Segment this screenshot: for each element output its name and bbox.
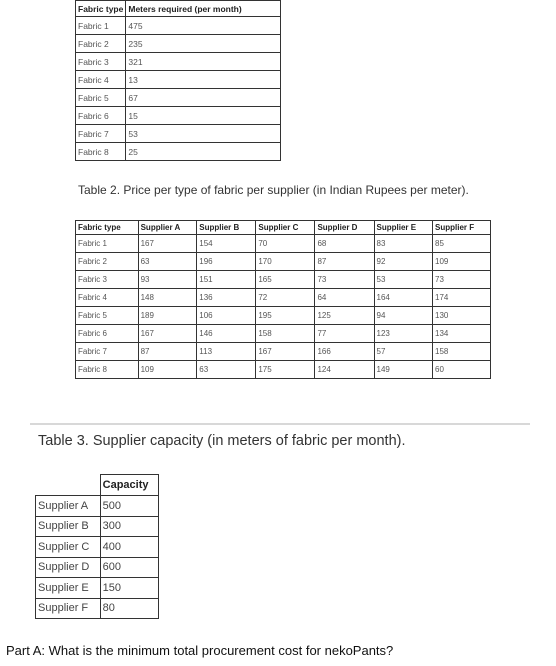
row-label-cell: Supplier A (36, 496, 101, 517)
row-label-cell: Fabric 8 (76, 143, 126, 161)
value-cell: 149 (374, 361, 432, 379)
value-cell: 151 (197, 271, 256, 289)
row-label-cell: Supplier E (36, 578, 101, 599)
value-cell: 60 (433, 361, 491, 379)
value-cell: 109 (433, 253, 491, 271)
value-cell: 68 (315, 235, 374, 253)
table-row (76, 253, 491, 271)
value-cell: 109 (138, 361, 197, 379)
value-cell: 63 (197, 361, 256, 379)
table-row (76, 89, 281, 107)
value-cell: 500 (100, 496, 158, 517)
table-row (76, 343, 491, 361)
table-header-row (36, 475, 159, 496)
value-cell: 130 (433, 307, 491, 325)
table2-caption: Table 2. Price per type of fabric per supplier (in Indian Rupees per meter). (78, 183, 469, 197)
column-header: Fabric type (76, 221, 139, 235)
table-row (76, 361, 491, 379)
value-cell: 70 (256, 235, 315, 253)
row-label-cell: Fabric 6 (76, 325, 139, 343)
table-row (76, 271, 491, 289)
value-cell: 124 (315, 361, 374, 379)
value-cell: 73 (433, 271, 491, 289)
value-cell: 150 (100, 578, 158, 599)
value-cell: 235 (126, 35, 281, 53)
value-cell: 167 (138, 325, 197, 343)
table-row (76, 71, 281, 89)
value-cell: 136 (197, 289, 256, 307)
column-header: Supplier B (197, 221, 256, 235)
table-header-row (76, 221, 491, 235)
value-cell: 600 (100, 557, 158, 578)
value-cell: 158 (433, 343, 491, 361)
value-cell: 87 (315, 253, 374, 271)
row-label-cell: Fabric 7 (76, 343, 139, 361)
row-label-cell: Fabric 1 (76, 17, 126, 35)
table-row (76, 107, 281, 125)
value-cell: 165 (256, 271, 315, 289)
value-cell: 25 (126, 143, 281, 161)
value-cell: 87 (138, 343, 197, 361)
value-cell: 158 (256, 325, 315, 343)
column-header: Supplier E (374, 221, 432, 235)
value-cell: 94 (374, 307, 432, 325)
table-row (76, 125, 281, 143)
table-row (36, 496, 159, 517)
value-cell: 195 (256, 307, 315, 325)
value-cell: 80 (100, 598, 158, 619)
table-row (76, 35, 281, 53)
row-label-cell: Fabric 4 (76, 289, 139, 307)
value-cell: 148 (138, 289, 197, 307)
value-cell: 123 (374, 325, 432, 343)
table-row (36, 537, 159, 558)
row-label-cell: Supplier C (36, 537, 101, 558)
value-cell: 154 (197, 235, 256, 253)
value-cell: 475 (126, 17, 281, 35)
value-cell: 196 (197, 253, 256, 271)
value-cell: 170 (256, 253, 315, 271)
value-cell: 93 (138, 271, 197, 289)
column-header: Supplier C (256, 221, 315, 235)
row-label-cell: Fabric 5 (76, 89, 126, 107)
table-header-row (76, 1, 281, 17)
row-label-cell: Fabric 4 (76, 71, 126, 89)
table-row (76, 53, 281, 71)
question-text: Part A: What is the minimum total procurement cost for nekoPants? (6, 643, 394, 658)
value-cell: 57 (374, 343, 432, 361)
table-row (36, 598, 159, 619)
value-cell: 134 (433, 325, 491, 343)
table-row (36, 516, 159, 537)
column-header: Capacity (100, 475, 158, 496)
row-label-cell: Supplier F (36, 598, 101, 619)
value-cell: 106 (197, 307, 256, 325)
value-cell: 85 (433, 235, 491, 253)
row-label-cell: Fabric 2 (76, 253, 139, 271)
value-cell: 53 (374, 271, 432, 289)
value-cell: 174 (433, 289, 491, 307)
row-label-cell: Fabric 1 (76, 235, 139, 253)
value-cell: 15 (126, 107, 281, 125)
value-cell: 166 (315, 343, 374, 361)
column-header: Supplier F (433, 221, 491, 235)
value-cell: 146 (197, 325, 256, 343)
value-cell: 83 (374, 235, 432, 253)
value-cell: 175 (256, 361, 315, 379)
fabric-requirements-table (75, 0, 281, 161)
column-header: Supplier D (315, 221, 374, 235)
value-cell: 73 (315, 271, 374, 289)
table-row (76, 307, 491, 325)
value-cell: 300 (100, 516, 158, 537)
value-cell: 164 (374, 289, 432, 307)
value-cell: 63 (138, 253, 197, 271)
value-cell: 189 (138, 307, 197, 325)
row-label-cell: Fabric 8 (76, 361, 139, 379)
row-label-cell: Fabric 3 (76, 271, 139, 289)
value-cell: 321 (126, 53, 281, 71)
value-cell: 167 (138, 235, 197, 253)
empty-header-cell (36, 475, 101, 496)
table-row (36, 557, 159, 578)
row-label-cell: Fabric 3 (76, 53, 126, 71)
value-cell: 400 (100, 537, 158, 558)
supplier-capacity-table (35, 474, 159, 619)
table-row (76, 143, 281, 161)
value-cell: 72 (256, 289, 315, 307)
value-cell: 167 (256, 343, 315, 361)
column-header: Meters required (per month) (126, 1, 281, 17)
value-cell: 92 (374, 253, 432, 271)
value-cell: 77 (315, 325, 374, 343)
value-cell: 13 (126, 71, 281, 89)
value-cell: 125 (315, 307, 374, 325)
row-label-cell: Supplier B (36, 516, 101, 537)
table-row (76, 289, 491, 307)
column-header: Supplier A (138, 221, 197, 235)
row-label-cell: Fabric 2 (76, 35, 126, 53)
value-cell: 113 (197, 343, 256, 361)
value-cell: 53 (126, 125, 281, 143)
table-row (76, 325, 491, 343)
value-cell: 64 (315, 289, 374, 307)
fabric-price-table (75, 220, 491, 379)
row-label-cell: Fabric 5 (76, 307, 139, 325)
section-divider (30, 423, 530, 425)
table-row (76, 17, 281, 35)
table-row (36, 578, 159, 599)
column-header: Fabric type (76, 1, 126, 17)
row-label-cell: Fabric 7 (76, 125, 126, 143)
row-label-cell: Supplier D (36, 557, 101, 578)
table-row (76, 235, 491, 253)
row-label-cell: Fabric 6 (76, 107, 126, 125)
value-cell: 67 (126, 89, 281, 107)
table3-caption: Table 3. Supplier capacity (in meters of fabric per month). (38, 433, 406, 449)
